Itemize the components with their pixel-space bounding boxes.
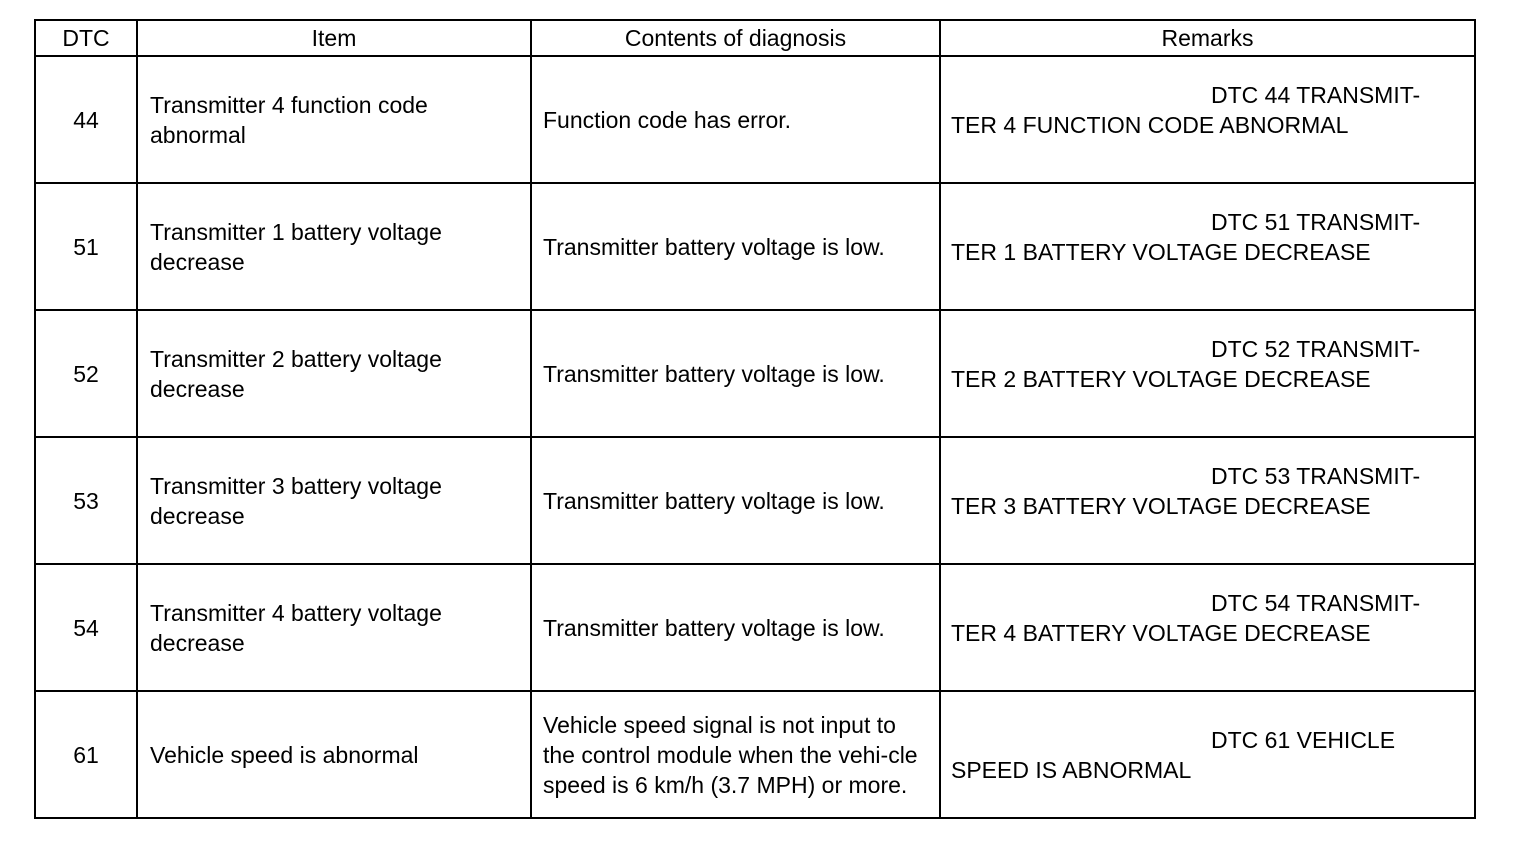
contents-text: Transmitter battery voltage is low. — [531, 183, 940, 310]
table-row — [35, 183, 1475, 310]
contents-text: Transmitter battery voltage is low. — [531, 437, 940, 564]
contents-text: Function code has error. — [531, 56, 940, 183]
header-dtc: DTC — [35, 20, 137, 56]
dtc-code: 52 — [35, 310, 137, 437]
remarks-line1: DTC 54 TRANSMIT- — [1211, 589, 1421, 616]
dtc-table — [34, 19, 1476, 819]
remarks-cell — [940, 564, 1475, 691]
remarks-cell — [940, 437, 1475, 564]
remarks-cell — [940, 183, 1475, 310]
dtc-code: 54 — [35, 564, 137, 691]
table-row — [35, 56, 1475, 183]
item-text: Transmitter 2 battery voltage decrease — [137, 310, 531, 437]
remarks-line2: SPEED IS ABNORMAL — [951, 756, 1192, 783]
dtc-code: 53 — [35, 437, 137, 564]
dtc-code: 44 — [35, 56, 137, 183]
item-text: Vehicle speed is abnormal — [137, 691, 531, 818]
remarks-line2: TER 2 BATTERY VOLTAGE DECREASE — [951, 365, 1371, 392]
header-item: Item — [137, 20, 531, 56]
remarks-line2: TER 4 FUNCTION CODE ABNORMAL — [951, 111, 1349, 138]
remarks-cell — [940, 56, 1475, 183]
remarks-cell — [940, 691, 1475, 818]
remarks-cell — [940, 310, 1475, 437]
dtc-code: 51 — [35, 183, 137, 310]
header-contents: Contents of diagnosis — [531, 20, 940, 56]
remarks-line2: TER 1 BATTERY VOLTAGE DECREASE — [951, 238, 1371, 265]
dtc-code: 61 — [35, 691, 137, 818]
header-remarks: Remarks — [940, 20, 1475, 56]
contents-text: Transmitter battery voltage is low. — [531, 564, 940, 691]
remarks-line1: DTC 51 TRANSMIT- — [1211, 208, 1421, 235]
contents-text: Transmitter battery voltage is low. — [531, 310, 940, 437]
table-row — [35, 437, 1475, 564]
table-row — [35, 310, 1475, 437]
item-text: Transmitter 4 function code abnormal — [137, 56, 531, 183]
table-row — [35, 691, 1475, 818]
table-header-row — [35, 20, 1475, 56]
item-text: Transmitter 4 battery voltage decrease — [137, 564, 531, 691]
table-row — [35, 564, 1475, 691]
remarks-line1: DTC 61 VEHICLE — [1211, 726, 1396, 753]
remarks-line1: DTC 53 TRANSMIT- — [1211, 462, 1421, 489]
item-text: Transmitter 3 battery voltage decrease — [137, 437, 531, 564]
remarks-line1: DTC 52 TRANSMIT- — [1211, 335, 1421, 362]
remarks-line1: DTC 44 TRANSMIT- — [1211, 81, 1421, 108]
item-text: Transmitter 1 battery voltage decrease — [137, 183, 531, 310]
remarks-line2: TER 4 BATTERY VOLTAGE DECREASE — [951, 619, 1371, 646]
contents-text: Vehicle speed signal is not input to the control module when the vehi-cle speed is 6 km/h (3.7 MPH) or more. — [531, 691, 940, 818]
remarks-line2: TER 3 BATTERY VOLTAGE DECREASE — [951, 492, 1371, 519]
